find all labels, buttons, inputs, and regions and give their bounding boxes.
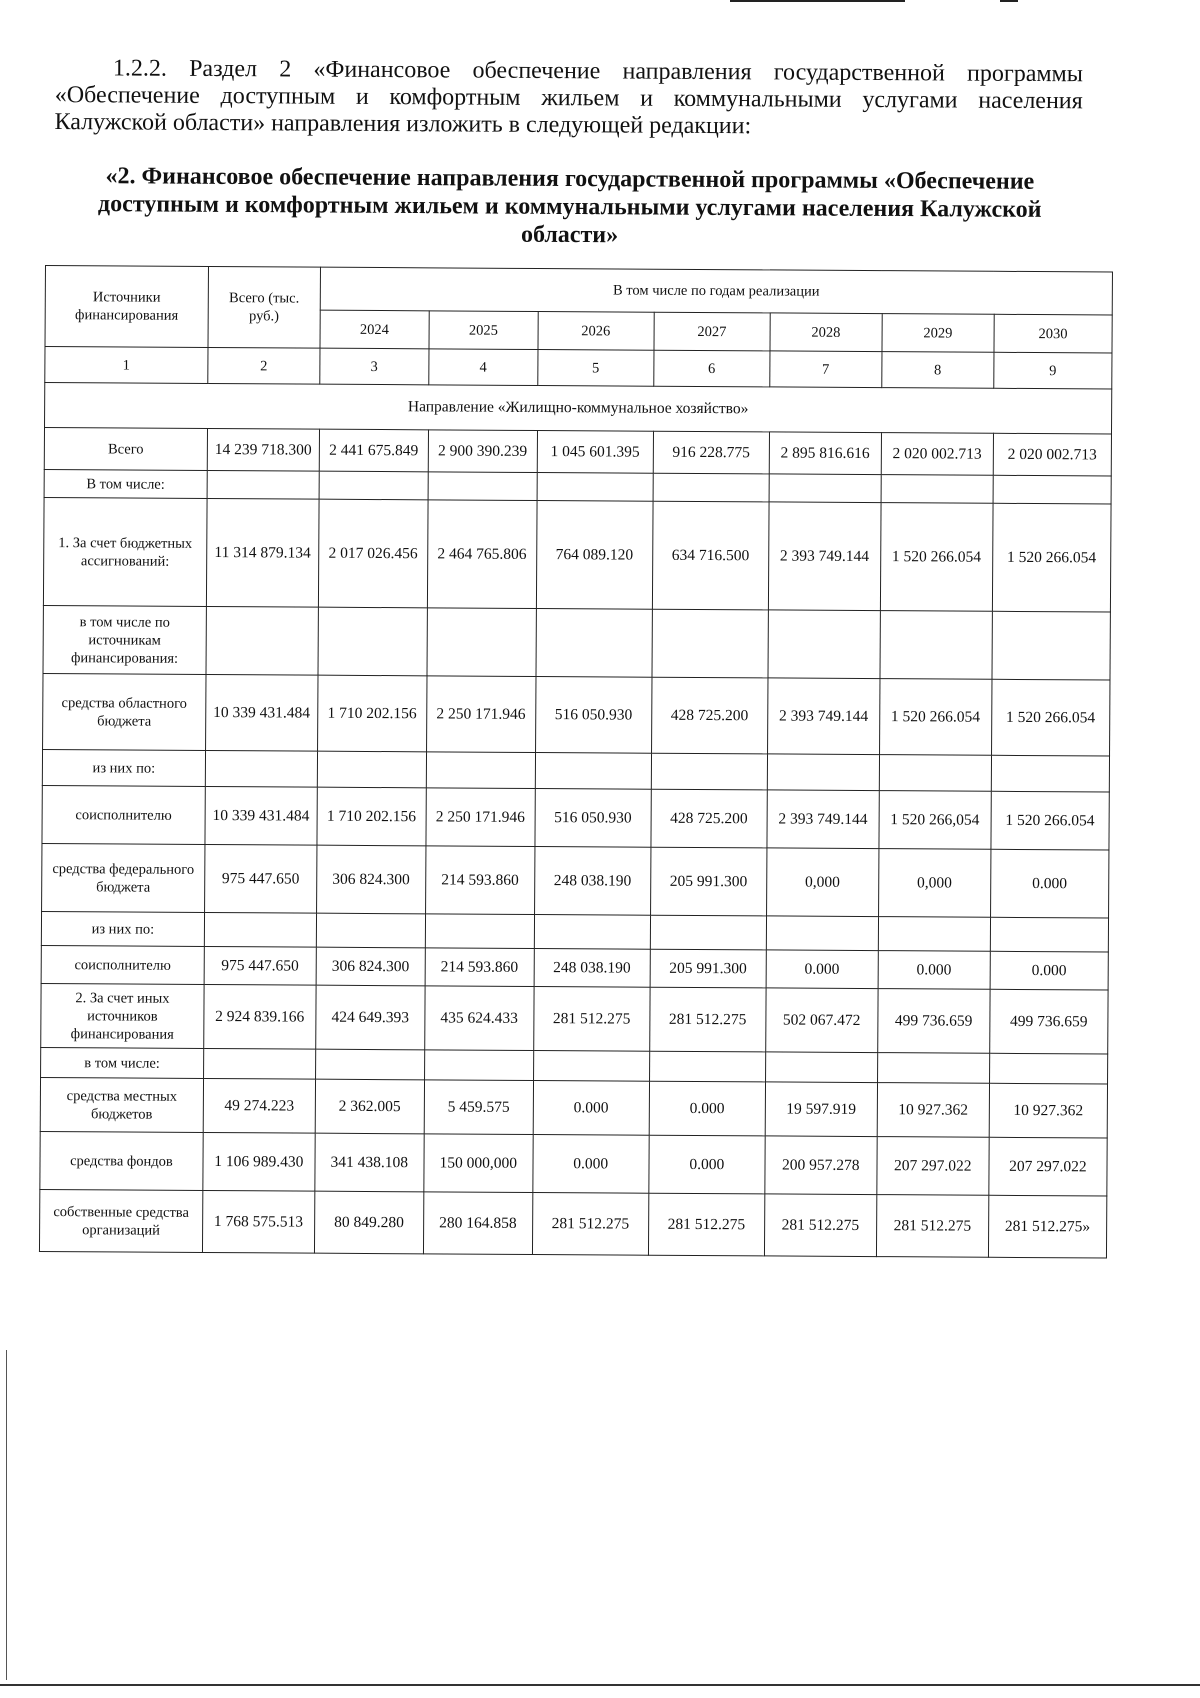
row-year-value: 2 441 675.849 [319,429,428,472]
row-year-value [534,915,650,950]
row-year-value: 0.000 [649,1081,765,1136]
row-year-value [765,1052,877,1083]
row-label: средства областного бюджета [43,673,206,750]
table-header-row [45,266,1112,316]
row-year-value: 150 000,000 [424,1134,533,1193]
row-year-value: 502 067.472 [766,988,878,1053]
column-number: 5 [537,350,653,387]
row-label: 2. За счет иных источников финансирования [41,983,204,1048]
row-label: средства федерального бюджета [42,843,205,912]
row-year-value [769,474,881,503]
column-number: 6 [654,350,770,387]
financing-table-container [39,265,1113,1259]
row-year-value: 764 089.120 [536,501,653,610]
row-total: 975 447.650 [204,946,316,985]
row-total: 1 768 575.513 [202,1190,314,1253]
row-year-value [877,1053,989,1084]
row-year-value: 0.000 [878,951,990,990]
row-year-value [536,609,652,678]
row-year-value: 306 824.300 [316,947,425,986]
column-number: 8 [882,352,994,389]
row-year-value: 10 927.362 [877,1083,989,1138]
row-year-value: 2 393 749.144 [768,502,881,611]
row-year-value [881,475,993,504]
row-year-value: 281 512.275 [648,1193,764,1256]
row-label: соисполнителю [42,785,205,844]
row-year-value: 0.000 [649,1135,765,1194]
row-year-value: 80 849.280 [314,1191,423,1254]
section-title-row [45,383,1112,435]
row-total [203,1048,315,1079]
row-year-value [879,755,991,792]
row-year-value: 5 459.575 [424,1080,533,1135]
row-year-value: 281 512.275 [649,987,765,1052]
row-total: 975 447.650 [204,844,316,913]
column-number: 3 [320,348,429,385]
section-heading: «2. Финансовое обеспечение направления государственной программы «Обеспечение доступным и комфортным жильем и коммунальными услугами населения Калужской области» [97,163,1042,249]
section-title: Направление «Жилищно-коммунальное хозяйство» [45,383,1112,435]
row-year-value: 2 393 749.144 [767,790,879,849]
row-year-value [768,610,880,679]
row-year-value: 516 050.930 [535,789,651,848]
table-row [42,843,1109,918]
row-year-value [535,753,651,790]
column-number: 9 [994,352,1112,389]
header-year: 2027 [654,312,770,351]
row-total [204,912,316,947]
row-year-value: 428 725.200 [651,677,768,754]
row-year-value: 0,000 [878,849,990,918]
header-year: 2030 [994,314,1112,353]
table-row [41,945,1108,990]
table-row [43,497,1111,612]
scan-margin-line [6,1350,7,1680]
row-label: средства местных бюджетов [40,1077,203,1132]
row-label: В том числе: [44,469,207,498]
row-year-value [653,473,769,502]
header-year: 2026 [538,312,654,351]
row-total: 14 239 718.300 [207,428,319,471]
header-year: 2024 [320,310,429,349]
header-source: Источники финансирования [45,266,208,348]
intro-paragraph: 1.2.2. Раздел 2 «Финансовое обеспечение направления государственной программы «Обеспечение доступным и комфортным жильем и коммунальными услугами населения Калужской области» направления изложить в следующей редакции: [54,55,1083,140]
row-year-value: 341 438.108 [315,1133,424,1192]
row-year-value: 2 362.005 [315,1079,424,1134]
column-number: 4 [429,349,538,386]
row-label: собственные средства организаций [39,1189,202,1252]
row-year-value: 0,000 [766,848,878,917]
row-year-value: 2 017 026.456 [318,499,428,608]
row-year-value: 214 593.860 [425,846,534,915]
row-year-value [318,607,427,676]
table-row [44,428,1111,477]
row-year-value: 0.000 [990,849,1109,918]
row-year-value: 2 900 390.239 [428,430,537,473]
row-year-value: 2 393 749.144 [767,678,879,755]
row-year-value: 281 512.275 [533,986,649,1051]
row-year-value: 281 512.275 [764,1194,876,1257]
row-year-value: 200 957.278 [765,1136,877,1195]
table-row [39,1189,1106,1258]
row-label: из них по: [42,749,205,786]
row-year-value: 1 520 266,054 [879,791,991,850]
row-year-value: 0.000 [533,1080,649,1135]
row-total: 10 339 431.484 [205,786,317,845]
row-year-value: 280 164.858 [423,1192,532,1255]
row-year-value [649,1051,765,1082]
financing-table [39,265,1113,1259]
row-total: 11 314 879.134 [206,498,319,607]
row-year-value [426,752,535,789]
row-year-value: 248 038.190 [534,847,650,916]
row-year-value: 916 228.775 [653,431,769,474]
row-year-value [993,475,1111,504]
row-year-value: 435 624.433 [424,986,533,1051]
table-row [40,1131,1107,1196]
row-label: в том числе: [41,1047,204,1078]
row-year-value: 2 895 816.616 [769,432,881,475]
row-year-value: 1 710 202.156 [317,787,426,846]
row-year-value: 516 050.930 [535,677,652,754]
row-year-value [428,472,537,501]
header-year: 2028 [770,313,882,352]
scan-bottom-line [0,1684,1200,1686]
row-year-value [317,751,426,788]
header-year: 2029 [882,314,994,353]
row-year-value: 207 297.022 [989,1137,1108,1196]
row-year-value [424,1050,533,1081]
row-year-value: 634 716.500 [652,501,769,610]
row-year-value [319,471,428,500]
row-year-value: 0.000 [990,951,1108,990]
row-year-value [878,917,990,952]
row-year-value: 1 710 202.156 [317,675,426,752]
row-year-value [427,608,536,677]
table-body [39,383,1111,1259]
row-total [205,750,317,787]
row-year-value [989,1053,1107,1084]
column-number: 1 [45,347,208,384]
row-total: 10 339 431.484 [205,674,317,751]
row-year-value [651,753,767,790]
row-year-value [650,915,766,950]
row-year-value: 1 045 601.395 [537,431,653,474]
row-label: средства фондов [40,1131,203,1190]
row-label: 1. За счет бюджетных ассигнований: [43,497,207,606]
table-row [40,1077,1107,1138]
row-total: 49 274.223 [203,1078,315,1133]
row-year-value: 10 927.362 [989,1083,1108,1138]
row-year-value: 19 597.919 [765,1082,877,1137]
row-year-value [425,914,534,949]
row-year-value [315,1049,424,1080]
header-by-years: В том числе по годам реализации [320,267,1112,315]
row-year-value [990,917,1108,952]
column-number: 7 [770,351,882,388]
row-year-value: 281 512.275 [532,1192,648,1255]
row-year-value: 281 512.275» [988,1195,1107,1258]
row-year-value: 2 464 765.806 [427,500,537,609]
row-year-value [766,916,878,951]
row-total: 1 106 989.430 [203,1132,315,1191]
row-year-value [991,755,1109,792]
row-year-value: 428 725.200 [651,789,767,848]
header-year: 2025 [429,311,538,350]
row-label: Всего [44,428,207,471]
row-year-value: 2 250 171.946 [426,788,535,847]
row-year-value: 205 991.300 [650,949,766,988]
row-year-value [880,611,992,680]
row-total: 2 924 839.166 [204,984,316,1049]
row-year-value [537,473,653,502]
row-year-value: 281 512.275 [876,1195,988,1258]
row-year-value [533,1050,649,1081]
row-year-value: 214 593.860 [425,948,534,987]
row-total [206,606,318,675]
row-year-value: 0.000 [766,950,878,989]
row-label: в том числе по источникам финансирования: [43,605,206,674]
row-year-value: 306 824.300 [316,845,425,914]
row-year-value [767,754,879,791]
table-row [42,785,1109,850]
scan-edge-line [730,0,905,2]
row-year-value [652,609,768,678]
row-year-value: 0.000 [533,1134,649,1193]
row-year-value: 499 736.659 [989,989,1108,1054]
header-total: Всего (тыс. руб.) [208,266,320,348]
scan-edge-mark [1000,0,1018,2]
table-row [43,605,1110,680]
table-row [43,673,1110,756]
row-year-value: 2 020 002.713 [881,433,993,476]
row-year-value: 207 297.022 [877,1137,989,1196]
row-year-value: 2 020 002.713 [993,433,1111,476]
row-year-value [992,611,1111,680]
row-total [207,470,319,499]
row-label: из них по: [41,911,204,946]
row-year-value: 248 038.190 [534,949,650,988]
row-year-value: 424 649.393 [316,985,425,1050]
row-year-value: 205 991.300 [650,847,766,916]
row-year-value: 2 250 171.946 [426,676,535,753]
row-year-value: 1 520 266.054 [880,503,993,612]
row-year-value [316,913,425,948]
row-year-value: 1 520 266.054 [991,791,1110,850]
column-number: 2 [208,347,320,384]
row-year-value: 1 520 266.054 [879,679,991,756]
row-year-value: 1 520 266.054 [992,503,1111,612]
row-year-value: 1 520 266.054 [991,679,1110,756]
table-row [41,983,1108,1054]
row-year-value: 499 736.659 [877,989,989,1054]
row-label: соисполнителю [41,945,204,984]
